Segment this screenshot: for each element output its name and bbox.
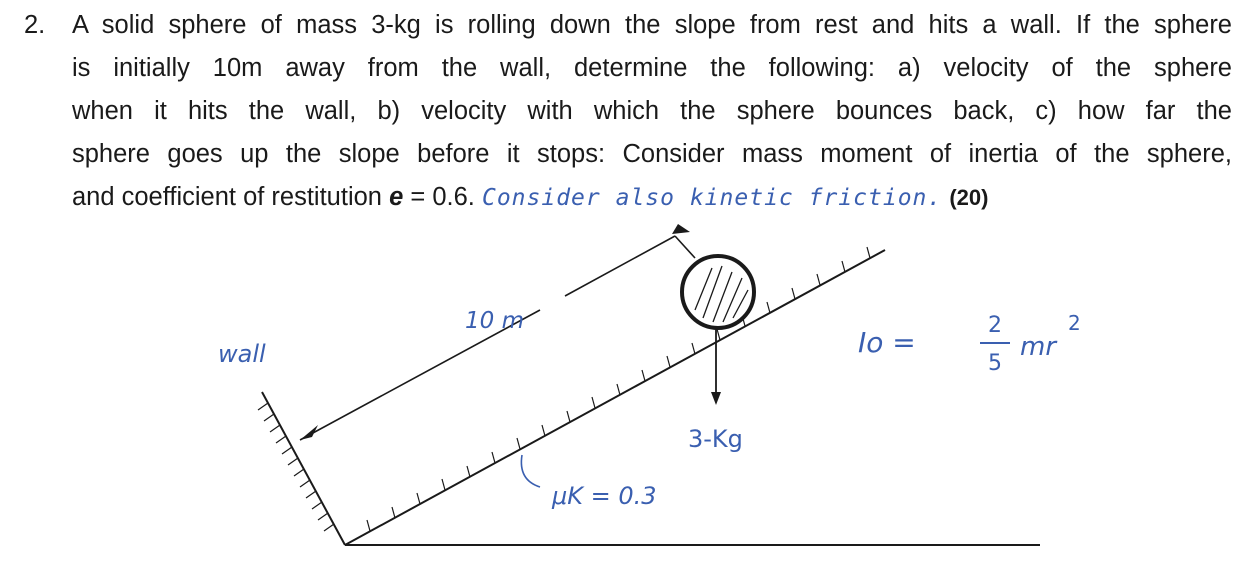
points-value: (20)	[949, 185, 989, 210]
problem-number: 2.	[24, 11, 46, 39]
wall-hatching	[258, 403, 334, 531]
weight-arrowhead-icon	[711, 392, 721, 405]
problem-line-1: A solid sphere of mass 3-kg is rolling down the slope from rest and hits a wall. If the sphere	[72, 11, 1232, 39]
problem-line-3: when it hits the wall, b) velocity with which the sphere bounces back, c) how far the	[72, 97, 1232, 125]
inertia-denominator: 5	[988, 351, 1002, 376]
distance-tick	[675, 236, 695, 258]
distance-label: 10 m	[465, 308, 524, 334]
mass-label: 3-Kg	[688, 425, 743, 453]
distance-line-upper	[565, 236, 675, 296]
problem-line-4: sphere goes up the slope before it stops: Consider mass moment of inertia of the sphere,	[72, 140, 1232, 168]
wall-line	[262, 392, 345, 545]
inertia-exponent: 2	[1068, 311, 1081, 335]
restitution-symbol: e	[389, 183, 404, 211]
sphere	[682, 256, 754, 328]
restitution-text: and coefficient of restitution	[72, 183, 382, 211]
friction-pointer	[521, 455, 540, 487]
problem-line-2: is initially 10m away from the wall, determine the following: a) velocity of the sphere	[72, 54, 1232, 82]
inertia-rhs: mr	[1020, 332, 1057, 362]
handwritten-friction-note: Consider also kinetic friction.	[481, 185, 943, 211]
inertia-lhs: Io =	[858, 326, 916, 359]
distance-end-arrow-icon	[672, 224, 690, 234]
restitution-value: = 0.6.	[410, 183, 475, 211]
inertia-numerator: 2	[988, 313, 1002, 338]
wall-label: wall	[218, 340, 266, 368]
friction-label: μK = 0.3	[552, 482, 657, 510]
inertia-formula	[858, 311, 1081, 376]
